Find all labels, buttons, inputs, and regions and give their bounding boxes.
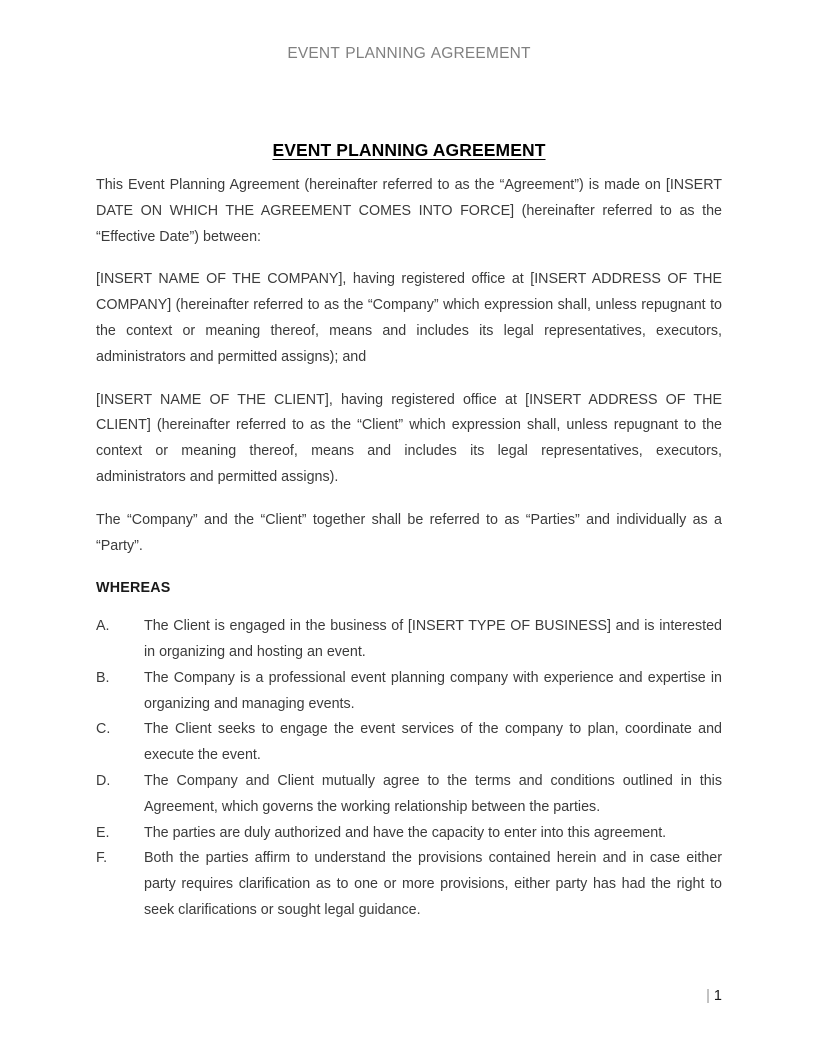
footer-page-number: 1: [713, 988, 722, 1004]
section-heading-whereas: WHEREAS: [96, 580, 171, 597]
list-item-marker: E.: [96, 824, 110, 841]
running-header: EVENT PLANNING AGREEMENT: [287, 45, 531, 62]
list-item: [96, 846, 722, 923]
paragraph-recital-intro: This Event Planning Agreement (hereinafter referred to as the “Agreement”) is made on [INSERT DATE ON WHICH THE AGREEMENT COMES INTO FORCE] (hereinafter referred to as the “Effective Date”) between:: [96, 177, 722, 245]
list-item: [96, 717, 722, 769]
recitals-list: [96, 614, 722, 924]
list-item-marker: D.: [96, 772, 111, 789]
list-item-text: Both the parties affirm to understand the provisions contained herein and in case either party requires clarification as to one or more provisions, either party has had the right to seek clarifications or sought legal guidance.: [144, 850, 722, 918]
list-item: [96, 769, 722, 821]
list-item-marker: C.: [96, 721, 111, 738]
footer-separator: |: [706, 988, 710, 1004]
list-item: [96, 666, 722, 718]
paragraph-company-party: [INSERT NAME OF THE COMPANY], having registered office at [INSERT ADDRESS OF THE COMPANY] (hereinafter referred to as the “Company” which expression shall, unless repugnant to the context or meaning thereof, means and includes its legal representatives, executors, administrators and permitted assigns); and: [96, 271, 722, 365]
list-item-marker: A.: [96, 618, 110, 635]
list-item-text: The parties are duly authorized and have the capacity to enter into this agreement.: [144, 824, 667, 841]
list-item-text: The Client seeks to engage the event services of the company to plan, coordinate and execute the event.: [144, 721, 722, 764]
page-title: EVENT PLANNING AGREEMENT: [272, 139, 546, 160]
list-item-text: The Client is engaged in the business of [INSERT TYPE OF BUSINESS] and is interested in organizing and hosting an event.: [144, 618, 722, 660]
page-footer: [96, 988, 722, 1004]
list-item: [96, 821, 722, 847]
list-item-marker: B.: [96, 669, 110, 686]
paragraph-parties-definition: The “Company” and the “Client” together shall be referred to as “Parties” and individually as a “Party”.: [96, 511, 722, 554]
list-item-text: The Company is a professional event planning company with experience and expertise in organizing and managing events.: [144, 669, 722, 712]
list-item-marker: F.: [96, 850, 108, 867]
list-item: [96, 614, 722, 666]
paragraph-client-party: [INSERT NAME OF THE CLIENT], having registered office at [INSERT ADDRESS OF THE CLIENT] (hereinafter referred to as the “Client” which expression shall, unless repugnant to the context or meaning thereof, means and includes its legal representatives, executors, administrators and permitted assigns).: [96, 391, 722, 485]
list-item-text: The Company and Client mutually agree to the terms and conditions outlined in this Agreement, which governs the working relationship between the parties.: [144, 772, 722, 815]
document-body: [96, 173, 722, 924]
